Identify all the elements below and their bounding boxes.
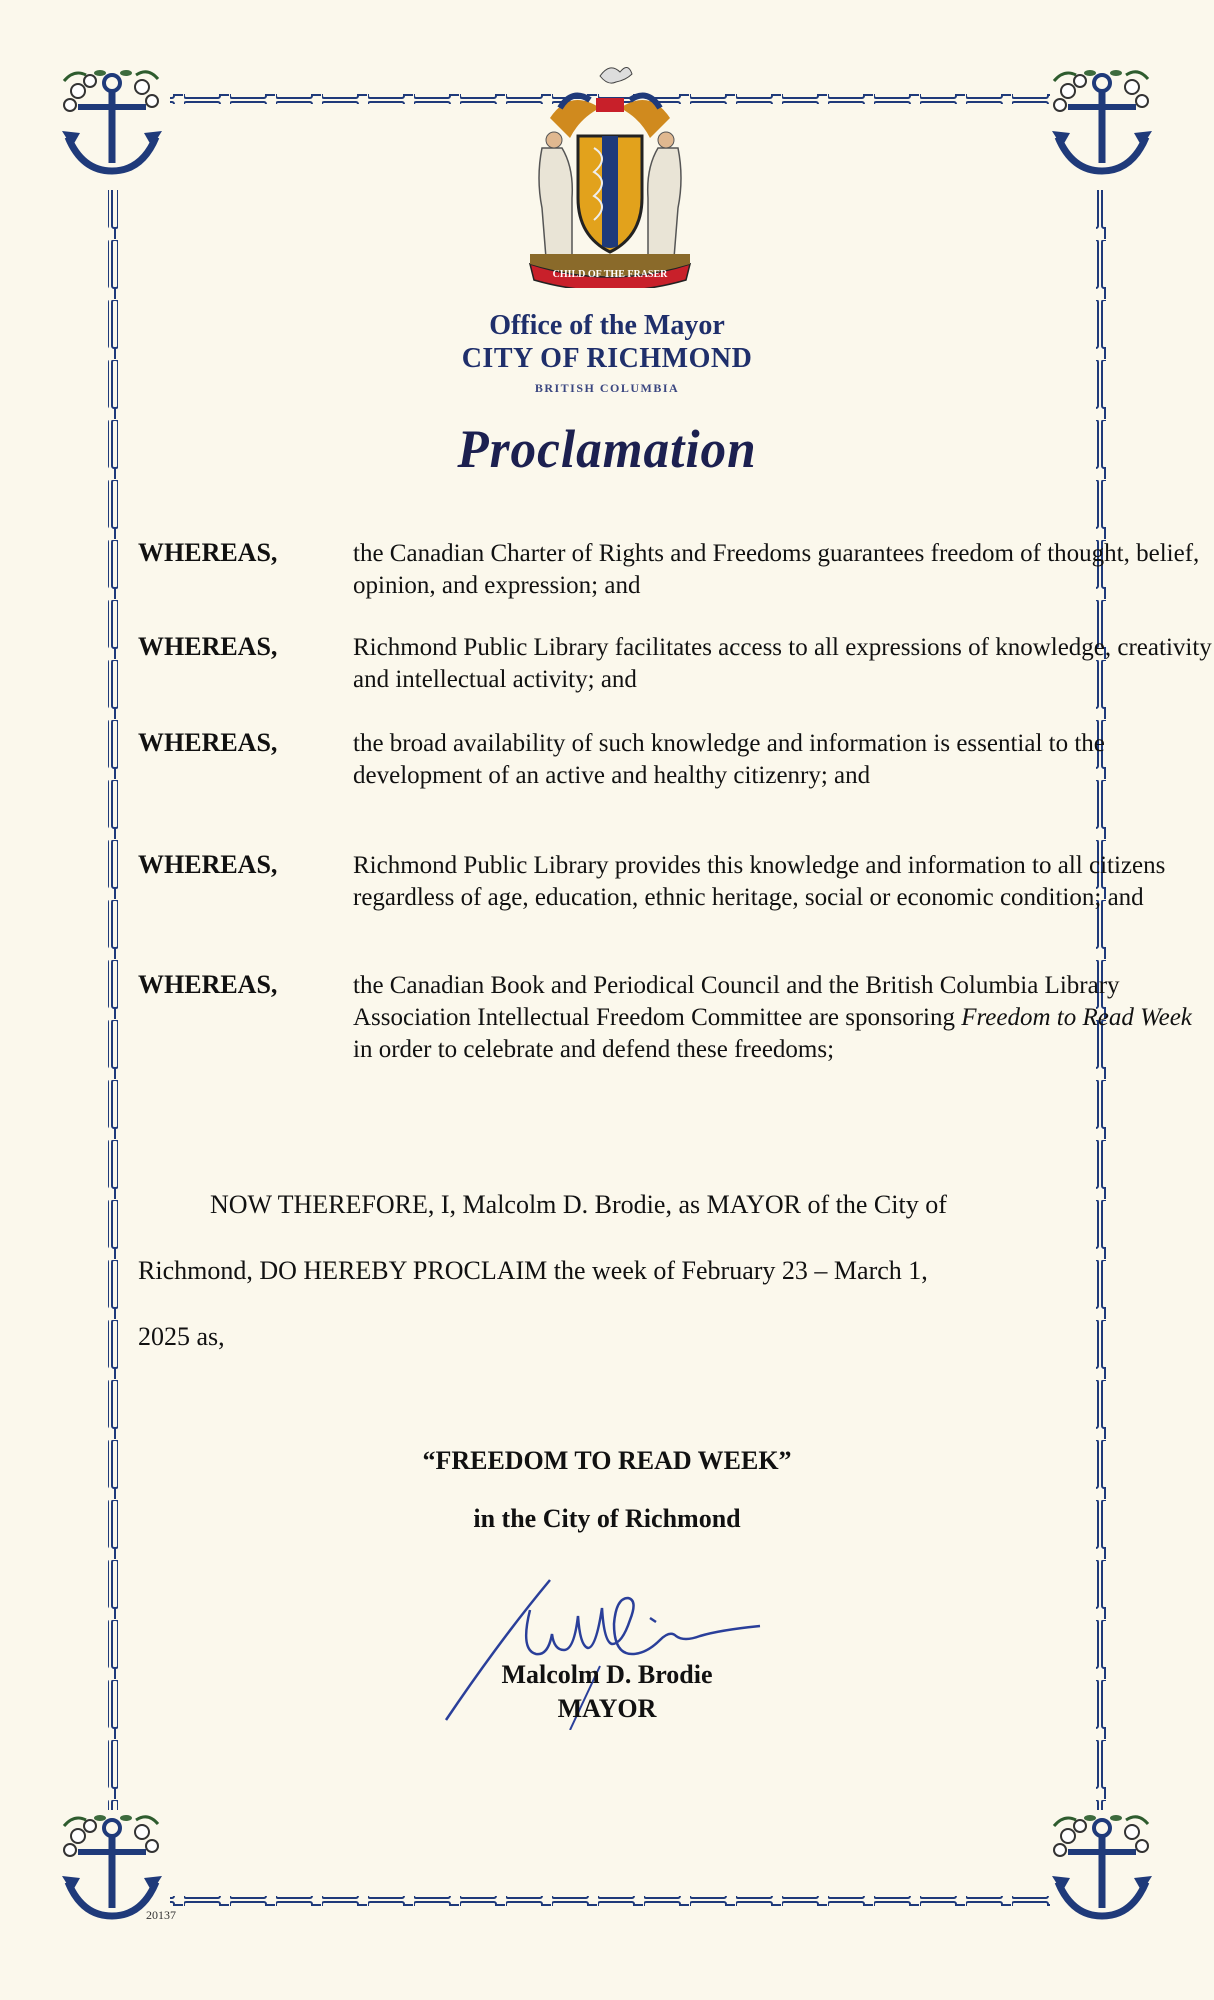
event-title: “FREEDOM TO READ WEEK”: [422, 1446, 792, 1475]
province-heading: BRITISH COLUMBIA: [534, 381, 680, 395]
office-heading: Office of the Mayor: [489, 310, 725, 341]
clause-keyword: WHEREAS,: [138, 632, 278, 661]
clause-keyword: WHEREAS,: [138, 970, 278, 999]
svg-text:CHILD OF THE FRASER: CHILD OF THE FRASER: [552, 269, 668, 280]
event-location: in the City of Richmond: [473, 1504, 741, 1533]
anchor-icon: [1052, 70, 1152, 171]
city-coat-of-arms: [520, 58, 700, 288]
anchor-icon: [62, 1815, 162, 1916]
city-heading: CITY OF RICHMOND: [461, 343, 753, 374]
clause-keyword: WHEREAS,: [138, 850, 278, 879]
clause-keyword: WHEREAS,: [138, 728, 278, 757]
anchor-icon: [1052, 1815, 1152, 1916]
proclaim-line: Richmond, DO HEREBY PROCLAIM the week of February 23 – March 1,: [138, 1256, 928, 1285]
proclaim-line: 2025 as,: [138, 1322, 225, 1351]
document-number: 20137: [146, 1908, 176, 1922]
proclamation-title: Proclamation: [457, 419, 757, 479]
clause-text: the Canadian Charter of Rights and Freedoms guarantees freedom of thought, belief, opinion, and expression; and: [353, 540, 1200, 599]
clause-keyword: WHEREAS,: [138, 538, 278, 567]
proclaim-line: NOW THEREFORE, I, Malcolm D. Brodie, as MAYOR of the City of: [210, 1190, 947, 1219]
event-name-italic: Freedom to Read Week: [961, 1004, 1192, 1031]
anchor-icon: [62, 70, 162, 171]
clause-text: the broad availability of such knowledge and information is essential to the development of an active and healthy citizenry; and: [353, 730, 1105, 789]
signatory-title: MAYOR: [557, 1694, 657, 1723]
signatory-name: Malcolm D. Brodie: [501, 1660, 713, 1689]
clause-text: Richmond Public Library provides this knowledge and information to all citizens regardless of age, education, ethnic heritage, social or economic condition; and: [353, 852, 1166, 911]
clause-text: Richmond Public Library facilitates access to all expressions of knowledge, creativity and intellectual activity; and: [353, 634, 1212, 693]
clause-text: the Canadian Book and Periodical Council and the British Columbia Library Association Intellectual Freedom Committee are sponsoring Freedom to Read Week in order to celebrate and defend these freedoms;: [353, 972, 1192, 1063]
